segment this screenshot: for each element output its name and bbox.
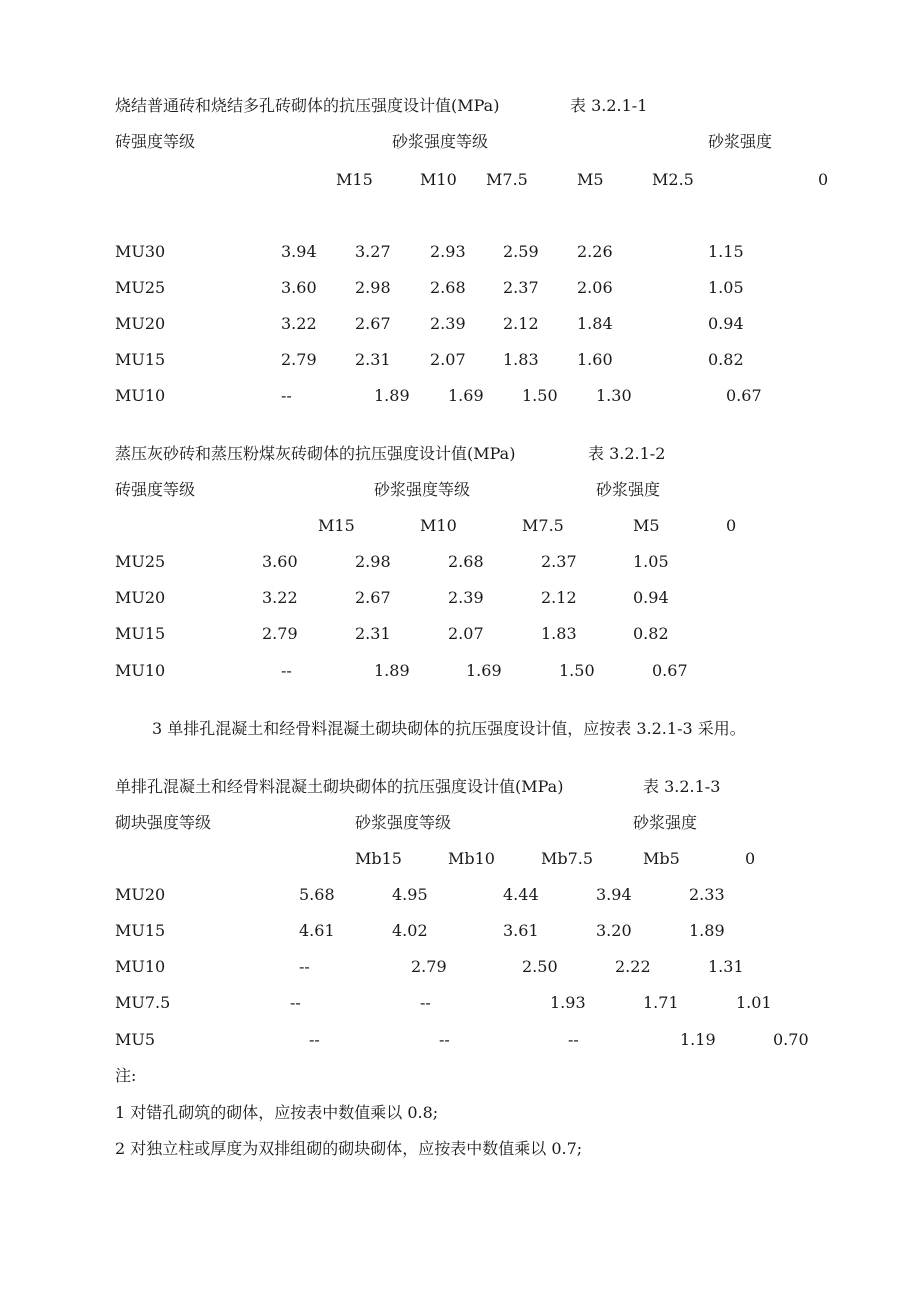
cell-value: 2.37 [503, 278, 539, 297]
cell-value: -- [420, 993, 431, 1012]
table-3-col-header: Mb15 [355, 849, 402, 868]
cell-value: 2.39 [448, 588, 484, 607]
cell-value: 1.05 [708, 278, 744, 297]
row-grade: MU30 [115, 242, 166, 261]
cell-value: 0.94 [633, 588, 669, 607]
cell-value: -- [290, 993, 301, 1012]
row-grade: MU7.5 [115, 993, 171, 1012]
cell-value: 0.67 [726, 386, 762, 405]
row-grade: MU10 [115, 661, 166, 680]
table-1-col-header: 0 [818, 170, 829, 189]
cell-value: -- [309, 1030, 320, 1049]
cell-value: 2.50 [522, 957, 558, 976]
cell-value: 2.26 [577, 242, 613, 261]
cell-value: 2.07 [448, 624, 484, 643]
cell-value: 2.93 [430, 242, 466, 261]
row-grade: MU20 [115, 588, 166, 607]
cell-value: 3.60 [262, 552, 298, 571]
cell-value: 1.93 [550, 993, 586, 1012]
cell-value: 0.94 [708, 314, 744, 333]
table-2-header-brick-grade: 砖强度等级 [115, 480, 196, 499]
cell-value: -- [281, 386, 292, 405]
cell-value: 0.67 [652, 661, 688, 680]
cell-value: 2.67 [355, 588, 391, 607]
paragraph-3: 3 单排孔混凝土和经骨料混凝土砌块砌体的抗压强度设计值，应按表 3.2.1-3 采用。 [152, 719, 746, 738]
cell-value: 2.98 [355, 278, 391, 297]
table-1-title: 烧结普通砖和烧结多孔砖砌体的抗压强度设计值(MPa) [115, 96, 500, 115]
cell-value: 2.31 [355, 350, 391, 369]
table-3-col-header: Mb5 [643, 849, 680, 868]
table-2-col-header: M5 [633, 516, 660, 535]
row-grade: MU25 [115, 278, 166, 297]
table-2-col-header: M7.5 [522, 516, 564, 535]
cell-value: 1.01 [736, 993, 772, 1012]
row-grade: MU10 [115, 957, 166, 976]
cell-value: 2.79 [262, 624, 298, 643]
cell-value: 3.27 [355, 242, 391, 261]
table-2-number: 表 3.2.1-2 [588, 444, 666, 463]
cell-value: 1.60 [577, 350, 613, 369]
cell-value: 3.22 [262, 588, 298, 607]
row-grade: MU20 [115, 314, 166, 333]
table-2-header-mortar-strength: 砂浆强度 [596, 480, 661, 499]
cell-value: 1.83 [503, 350, 539, 369]
cell-value: 5.68 [299, 885, 335, 904]
cell-value: 1.30 [596, 386, 632, 405]
table-3-col-header: Mb7.5 [541, 849, 594, 868]
cell-value: 1.89 [689, 921, 725, 940]
table-1-col-header: M2.5 [652, 170, 694, 189]
cell-value: 1.89 [374, 386, 410, 405]
cell-value: 1.05 [633, 552, 669, 571]
table-2-col-header: 0 [726, 516, 737, 535]
cell-value: 1.50 [559, 661, 595, 680]
cell-value: 0.82 [708, 350, 744, 369]
cell-value: 1.19 [680, 1030, 716, 1049]
table-1-header-mortar-strength: 砂浆强度 [708, 132, 773, 151]
table-2-col-header: M10 [420, 516, 457, 535]
cell-value: 2.07 [430, 350, 466, 369]
table-1-col-header: M7.5 [486, 170, 528, 189]
cell-value: -- [299, 957, 310, 976]
row-grade: MU20 [115, 885, 166, 904]
notes-label: 注: [115, 1066, 137, 1085]
cell-value: -- [439, 1030, 450, 1049]
cell-value: 3.20 [596, 921, 632, 940]
table-1-col-header: M15 [336, 170, 373, 189]
cell-value: 1.84 [577, 314, 613, 333]
table-3-number: 表 3.2.1-3 [643, 777, 721, 796]
cell-value: 2.22 [615, 957, 651, 976]
note-item: 2 对独立柱或厚度为双排组砌的砌块砌体，应按表中数值乘以 0.7; [115, 1139, 583, 1158]
cell-value: 4.44 [503, 885, 539, 904]
cell-value: 4.02 [392, 921, 428, 940]
cell-value: 2.12 [541, 588, 577, 607]
table-3-header-block-grade: 砌块强度等级 [115, 813, 212, 832]
cell-value: 2.79 [411, 957, 447, 976]
cell-value: 1.83 [541, 624, 577, 643]
cell-value: 3.61 [503, 921, 539, 940]
cell-value: 2.59 [503, 242, 539, 261]
table-1-number: 表 3.2.1-1 [570, 96, 648, 115]
table-2-header-mortar-grade: 砂浆强度等级 [374, 480, 471, 499]
cell-value: 3.22 [281, 314, 317, 333]
cell-value: 2.67 [355, 314, 391, 333]
cell-value: 1.69 [466, 661, 502, 680]
cell-value: 0.70 [773, 1030, 809, 1049]
cell-value: -- [568, 1030, 579, 1049]
table-3-col-header: Mb10 [448, 849, 495, 868]
cell-value: 3.60 [281, 278, 317, 297]
cell-value: 1.15 [708, 242, 744, 261]
note-item: 1 对错孔砌筑的砌体，应按表中数值乘以 0.8; [115, 1103, 439, 1122]
cell-value: 2.31 [355, 624, 391, 643]
cell-value: 1.31 [708, 957, 744, 976]
cell-value: 4.95 [392, 885, 428, 904]
cell-value: 1.89 [374, 661, 410, 680]
cell-value: 1.71 [643, 993, 679, 1012]
cell-value: -- [281, 661, 292, 680]
cell-value: 3.94 [281, 242, 317, 261]
row-grade: MU25 [115, 552, 166, 571]
cell-value: 2.68 [430, 278, 466, 297]
cell-value: 4.61 [299, 921, 335, 940]
cell-value: 2.39 [430, 314, 466, 333]
cell-value: 3.94 [596, 885, 632, 904]
table-3-header-mortar-grade: 砂浆强度等级 [355, 813, 452, 832]
cell-value: 2.37 [541, 552, 577, 571]
cell-value: 2.12 [503, 314, 539, 333]
table-3-col-header: 0 [745, 849, 756, 868]
table-1-col-header: M5 [577, 170, 604, 189]
cell-value: 2.68 [448, 552, 484, 571]
row-grade: MU5 [115, 1030, 156, 1049]
table-2-title: 蒸压灰砂砖和蒸压粉煤灰砖砌体的抗压强度设计值(MPa) [115, 444, 516, 463]
table-3-title: 单排孔混凝土和经骨料混凝土砌块砌体的抗压强度设计值(MPa) [115, 777, 564, 796]
cell-value: 2.06 [577, 278, 613, 297]
row-grade: MU15 [115, 921, 166, 940]
row-grade: MU15 [115, 350, 166, 369]
table-1-header-brick-grade: 砖强度等级 [115, 132, 196, 151]
cell-value: 2.98 [355, 552, 391, 571]
cell-value: 1.69 [448, 386, 484, 405]
cell-value: 2.33 [689, 885, 725, 904]
table-1-col-header: M10 [420, 170, 457, 189]
table-1-header-mortar-grade: 砂浆强度等级 [392, 132, 489, 151]
cell-value: 0.82 [633, 624, 669, 643]
table-3-header-mortar-strength: 砂浆强度 [633, 813, 698, 832]
row-grade: MU10 [115, 386, 166, 405]
row-grade: MU15 [115, 624, 166, 643]
cell-value: 1.50 [522, 386, 558, 405]
table-2-col-header: M15 [318, 516, 355, 535]
cell-value: 2.79 [281, 350, 317, 369]
